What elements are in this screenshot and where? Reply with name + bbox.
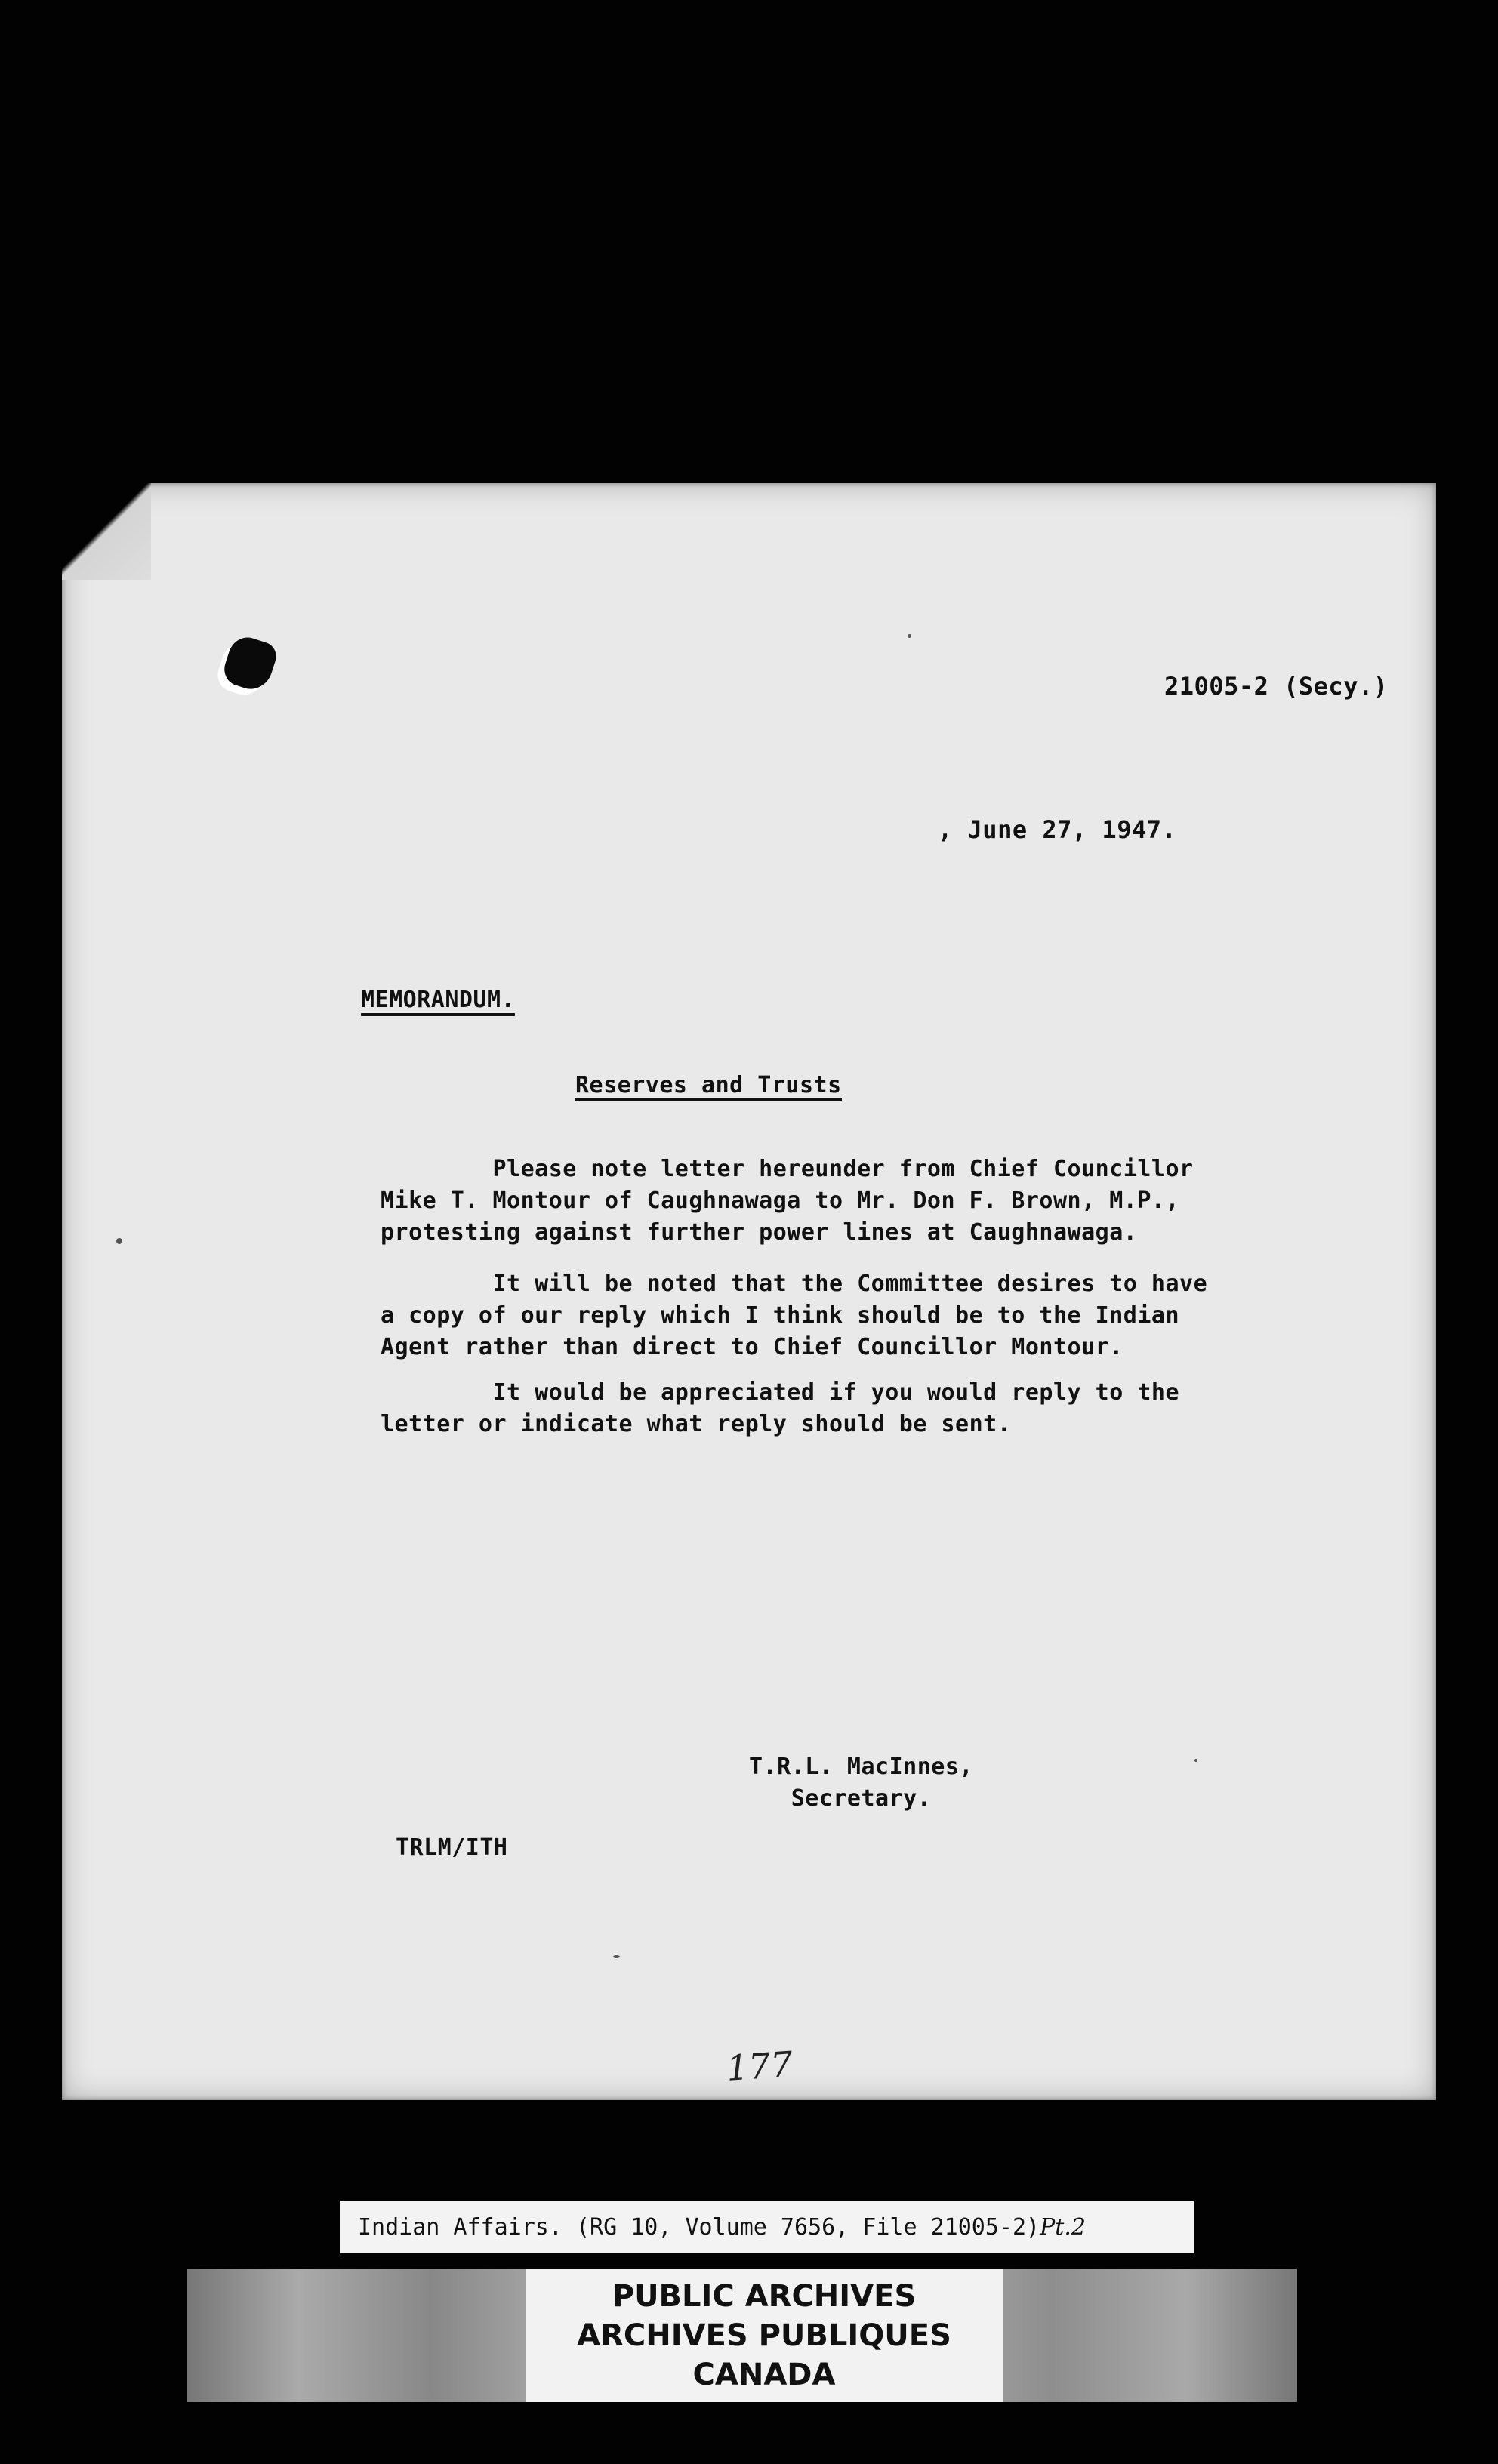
archive-stamp-strip	[187, 2269, 1297, 2402]
stamp-line: PUBLIC ARCHIVES	[612, 2279, 917, 2314]
archive-stamp	[526, 2269, 1003, 2402]
signature-title: Secretary.	[791, 1785, 932, 1812]
archive-reference-label	[340, 2201, 1194, 2253]
subject-heading: Reserves and Trusts	[575, 1072, 842, 1101]
memo-paragraph: Please note letter hereunder from Chief Councillor Mike T. Montour of Caughnawaga to Mr. Don F. Brown, M.P., protesting against further power lines at Caughnawaga.	[381, 1156, 1194, 1246]
memo-heading: MEMORANDUM.	[361, 987, 515, 1016]
file-reference: 21005-2 (Secy.)	[1164, 672, 1389, 701]
stamp-line: CANADA	[692, 2358, 836, 2392]
signature-name: T.R.L. MacInnes,	[749, 1754, 973, 1780]
stamp-line: ARCHIVES PUBLIQUES	[577, 2318, 951, 2353]
memo-date: , June 27, 1947.	[938, 815, 1177, 844]
punch-hole	[220, 633, 279, 695]
handwritten-page-number: 177	[725, 2044, 794, 2089]
signature-block	[749, 1751, 973, 1815]
typist-initials: TRLM/ITH	[396, 1834, 508, 1861]
memo-paragraph: It will be noted that the Committee desires to have a copy of our reply which I think should be to the Indian Agent rather than direct to Chief Councillor Montour.	[381, 1270, 1208, 1360]
dust-speck	[908, 634, 911, 638]
memo-sheet	[62, 483, 1436, 2100]
memo-paragraph: It would be appreciated if you would reply to the letter or indicate what reply should be sent.	[381, 1379, 1180, 1437]
dust-speck	[116, 1238, 122, 1244]
dust-speck	[613, 1955, 620, 1958]
dust-speck	[1194, 1759, 1197, 1762]
archive-reference-part: Pt.2	[1040, 2213, 1086, 2241]
folded-corner	[62, 483, 151, 580]
archive-reference: Indian Affairs. (RG 10, Volume 7656, File 21005-2)	[358, 2213, 1040, 2241]
